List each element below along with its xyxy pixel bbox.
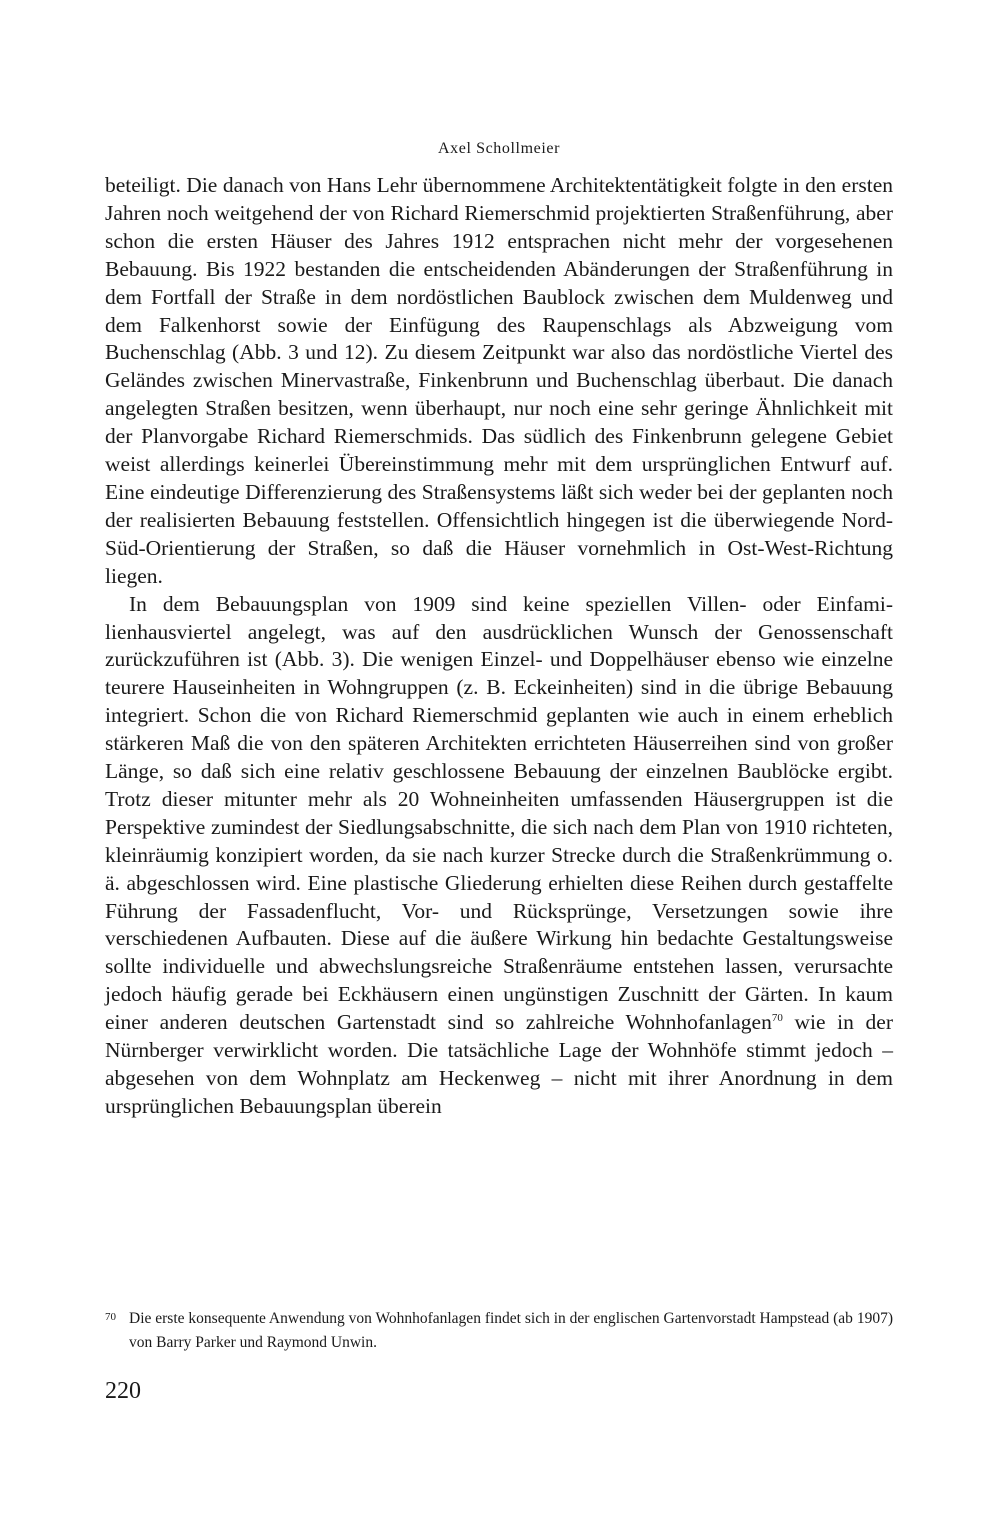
- paragraph-2-text-before: In dem Bebauungsplan von 1909 sind keine speziellen Villen- oder Einfamilienhausviertel angelegt, was auf den ausdrücklichen Wunsch der Genossenschaft zurückzuführen ist (Abb. 3). Die wenigen Einzel- und Doppelhäuser ebenso wie einzelne teurere Hauseinheiten in Wohngruppen (z. B. Eckeinheiten) sind in die übrige Bebauung integriert. Schon die von Richard Riemerschmid geplanten wie auch in einem erheblich stärkeren Maß die von den späteren Architekten errichteten Häuserreihen sind von großer Länge, so daß sich eine relativ geschlossene Bebauung der einzelnen Baublöcke ergibt. Trotz dieser mitunter mehr als 20 Wohneinheiten umfassenden Häusergruppen ist die Perspektive zumindest der Siedlungsabschnitte, die sich nach dem Plan von 1910 richteten, kleinräumig konzipiert worden, da sie nach kurzer Strecke durch die Straßenkrümmung o. ä. abgeschlossen wird. Eine plastische Gliederung erhielten diese Reihen durch gestaffelte Führung der Fassadenflucht, Vor- und Rücksprünge, Versetzungen sowie ihre verschiedenen Aufbauten. Diese auf die äußere Wirkung hin bedachte Gestaltungsweise sollte individuelle und abwechslungsreiche Straßenräume entstehen lassen, verursachte jedoch häufig gerade bei Eckhäusern einen ungünstigen Zuschnitt der Gärten. In kaum einer anderen deutschen Gartenstadt sind so zahlreiche Wohnhofanlagen: [105, 591, 893, 1035]
- paragraph-1: beteiligt. Die danach von Hans Lehr übernommene Architektentätigkeit folgte in den ersten Jahren noch weitgehend der von Richard Riemerschmid projektierten Straßenführung, aber schon die ersten Häuser des Jahres 1912 entsprachen nicht mehr der vorgesehenen Bebauung. Bis 1922 bestanden die entscheidenden Abänderungen der Straßenführung in dem Fortfall der Straße in dem nordöstlichen Baublock zwischen dem Muldenweg und dem Falkenhorst sowie der Einfügung des Raupenschlags als Abzweigung vom Buchenschlag (Abb. 3 und 12). Zu diesem Zeitpunkt war also das nordöstliche Viertel des Geländes zwischen Minervastraße, Finkenbrunn und Buchenschlag überbaut. Die danach angelegten Straßen besitzen, wenn überhaupt, nur noch eine sehr geringe Ähnlichkeit mit der Planvorgabe Richard Riemerschmids. Das südlich des Finkenbrunn gelegene Gebiet weist allerdings keinerlei Übereinstimmung mehr mit dem ursprünglichen Entwurf auf. Eine eindeutige Differenzierung des Straßensystems läßt sich weder bei der geplanten noch der realisierten Bebauung feststellen. Offensichtlich hingegen ist die überwiegende Nord-Süd-Orientierung der Straßen, so daß die Häuser vornehmlich in Ost-West-Richtung liegen.: [105, 173, 893, 588]
- paragraph-2: [105, 591, 893, 1121]
- page-body: [105, 138, 893, 1121]
- footnotes: [105, 1305, 893, 1355]
- footnote: [105, 1305, 893, 1355]
- footnote-text: Die erste konsequente Anwendung von Wohnhofanlagen findet sich in der englischen Gartenvorstadt Hampstead (ab 1907) von Barry Parker und Raymond Unwin.: [129, 1310, 893, 1351]
- page-number: 220: [105, 1378, 141, 1404]
- footnote-mark: 70: [105, 1311, 116, 1323]
- footnote-reference[interactable]: 70: [771, 1012, 783, 1025]
- body-text: [105, 172, 893, 1121]
- paragraph-2-text-after: wie in der Nürnberger verwirklicht worden. Die tatsächliche Lage der Wohnhöfe stimmt jedoch – abgesehen von dem Wohnplatz am Heckenweg – nicht mit ihrer Anordnung in dem ursprünglichen Bebauungsplan überein: [105, 1010, 893, 1118]
- running-head: Axel Schollmeier: [437, 140, 560, 157]
